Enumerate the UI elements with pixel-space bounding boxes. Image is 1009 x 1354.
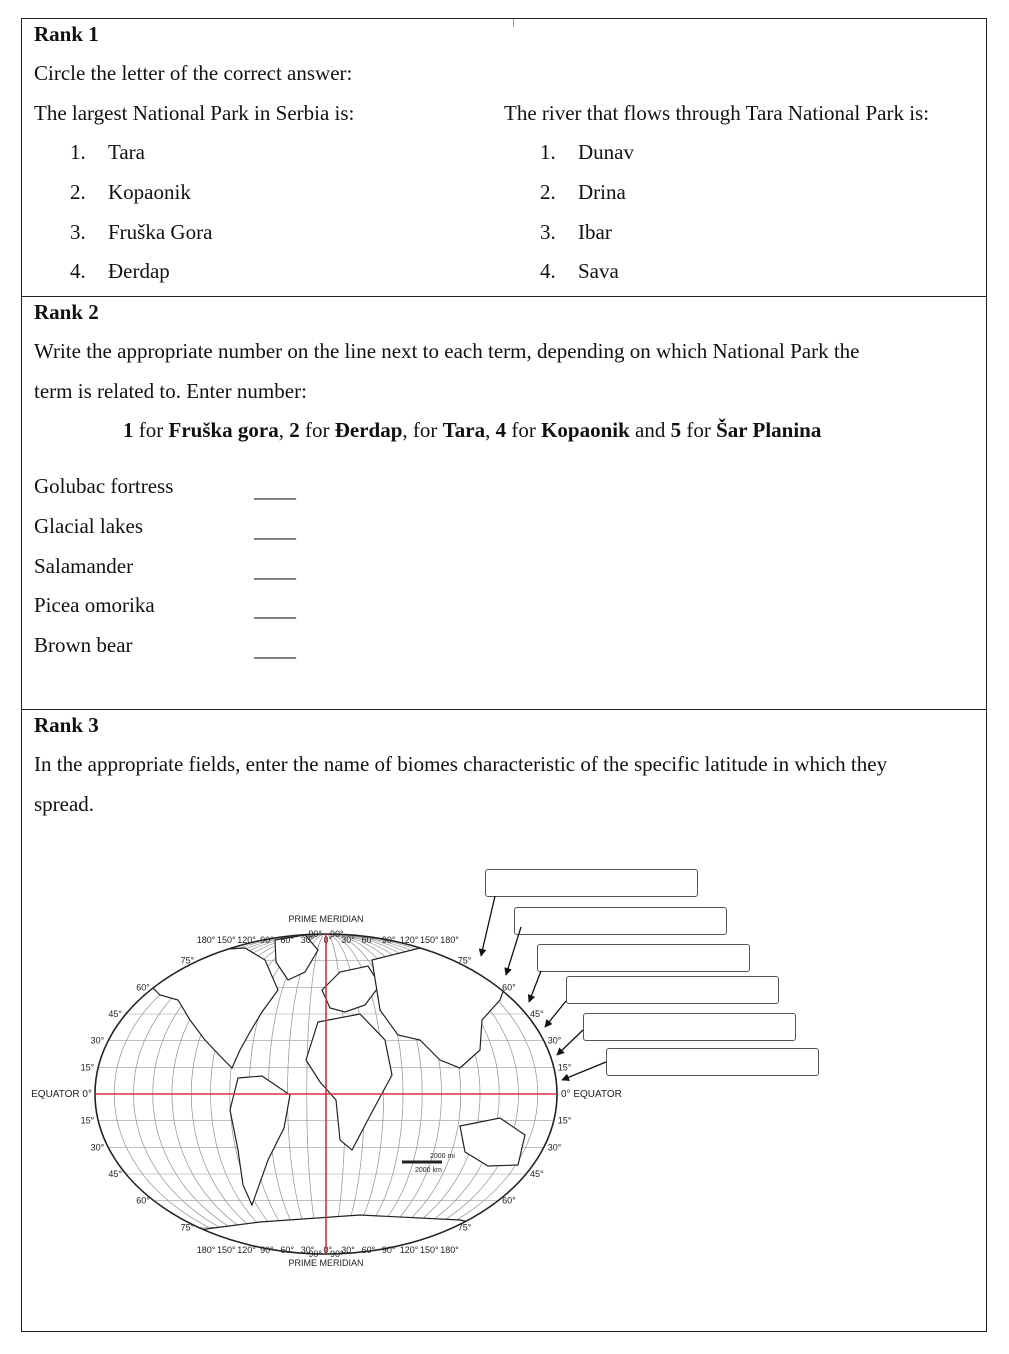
option-number: 4. [70,259,86,283]
option-number: 2. [540,180,556,204]
option-sava[interactable]: Sava [578,259,619,283]
latitude-label-right: 75° [457,1222,472,1233]
longitude-label-bottom: 180° [440,1245,459,1255]
latitude-label-right: 90° [330,1249,344,1259]
prime-meridian-label-top: PRIME MERIDIAN [288,914,364,924]
latitude-label-left: 15° [80,1062,95,1073]
rank1-instruction: Circle the letter of the correct answer: [34,61,353,85]
longitude-label-bottom: 180° [196,1245,216,1255]
option-drina[interactable]: Drina [578,180,626,204]
longitude-label-bottom: 60° [361,1245,376,1255]
longitude-label-top: 60° [280,935,295,945]
latitude-label-left: 75° [180,955,195,966]
option-number: 2. [70,180,86,204]
land-outlines [150,935,525,1262]
arrow-to-30 [545,1001,566,1027]
longitude-label-top: 30° [341,935,355,945]
rank3-title: Rank 3 [34,713,99,737]
longitude-label-bottom: 120° [237,1245,256,1255]
longitude-label-bottom: 150° [419,1245,439,1255]
term-brown-bear: Brown bear [34,633,133,657]
longitude-label-bottom: 90° [260,1245,274,1255]
longitude-label-top: 60° [361,935,376,945]
latitude-label-right: 45° [530,1169,544,1179]
rank1-title: Rank 1 [34,22,99,46]
option-dunav[interactable]: Dunav [578,140,634,164]
latitude-label-left: 15° [80,1115,95,1126]
latitude-label-right: 75° [457,955,472,966]
longitude-label-top: 180° [440,935,459,945]
latitude-label-left: 45° [108,1009,122,1019]
rank2-title: Rank 2 [34,300,99,324]
latitude-label-right: 60° [502,1195,516,1206]
scale-kilometers: 2000 km [415,1167,442,1174]
latitude-label-right: 60° [502,982,516,993]
option-djerdap[interactable]: Đerdap [108,259,170,283]
latitude-label-right: 30° [547,1035,562,1046]
longitude-label-bottom: 30° [300,1245,315,1255]
longitude-label-bottom: 120° [399,1245,419,1255]
option-fruska-gora[interactable]: Fruška Gora [108,220,213,244]
latitude-label-left: 90° [308,929,322,939]
longitude-label-top: 90° [260,935,274,945]
longitude-label-top: 180° [196,935,216,945]
longitude-label-bottom: 30° [341,1245,355,1255]
option-tara[interactable]: Tara [108,140,145,164]
latitude-label-right: 90° [330,929,344,939]
question-largest-park: The largest National Park in Serbia is: [34,101,355,125]
longitude-label-top: 90° [381,935,396,945]
rank2-instruction-line1: Write the appropriate number on the line next to each term, depending on which National Park the [34,339,860,363]
term-salamander: Salamander [34,554,134,578]
answer-blank[interactable]: ____ [254,637,296,661]
answer-blank[interactable]: ____ [254,597,296,621]
term-picea-omorika: Picea omorika [34,593,155,617]
longitude-label-top: 150° [216,935,236,945]
latitude-label-left: 30° [90,1035,105,1046]
scale-miles: 2000 mi [430,1153,455,1160]
option-ibar[interactable]: Ibar [578,220,612,244]
arrow-to-75 [481,896,495,956]
answer-blank[interactable]: ____ [254,518,296,542]
longitude-label-top: 120° [237,935,256,945]
latitude-label-right: 45° [530,1009,544,1019]
latitude-label-right: 15° [557,1062,572,1073]
option-number: 4. [540,259,556,283]
longitude-label-bottom: 150° [216,1245,236,1255]
term-golubac-fortress: Golubac fortress [34,474,174,498]
answer-blank[interactable]: ____ [254,558,296,582]
term-glacial-lakes: Glacial lakes [34,514,144,538]
longitude-label-top: 30° [300,935,315,945]
longitude-label-bottom: 90° [381,1245,396,1255]
longitude-label-top: 120° [399,935,419,945]
latitude-label-left: 30° [90,1142,105,1153]
latitude-label-left: 60° [136,982,150,993]
park-number-key: 1 for Fruška gora, 2 for Đerdap, for Tara, 4 for Kopaonik and 5 for Šar Planina [123,418,822,442]
question-river-tara: The river that flows through Tara National Park is: [504,101,930,125]
answer-blank[interactable]: ____ [254,478,296,502]
longitude-label-bottom: 60° [280,1245,295,1255]
longitude-label-top: 0° [323,935,333,945]
equator-label-left: EQUATOR 0° [31,1089,92,1100]
latitude-label-left: 75° [180,1222,195,1233]
rank3-instruction-line2: spread. [34,792,95,816]
longitude-label-bottom: 0° [323,1245,333,1255]
arrow-to-60 [506,927,521,975]
latitude-label-left: 60° [136,1195,150,1206]
latitude-label-right: 15° [557,1115,572,1126]
latitude-label-left: 90° [308,1249,322,1259]
rank3-instruction-line1: In the appropriate fields, enter the name of biomes characteristic of the specific latitude in which they [34,752,888,776]
option-number: 1. [540,140,556,164]
option-number: 1. [70,140,86,164]
option-number: 3. [70,220,86,244]
rank2-instruction-line2: term is related to. Enter number: [34,379,307,403]
equator-label-right: 0° EQUATOR [561,1089,622,1100]
longitude-label-top: 150° [419,935,439,945]
option-kopaonik[interactable]: Kopaonik [108,180,191,204]
latitude-label-right: 30° [547,1142,562,1153]
latitude-label-left: 45° [108,1169,122,1179]
option-number: 3. [540,220,556,244]
arrow-to-45 [529,971,541,1002]
prime-meridian-label-bottom: PRIME MERIDIAN [288,1258,364,1268]
